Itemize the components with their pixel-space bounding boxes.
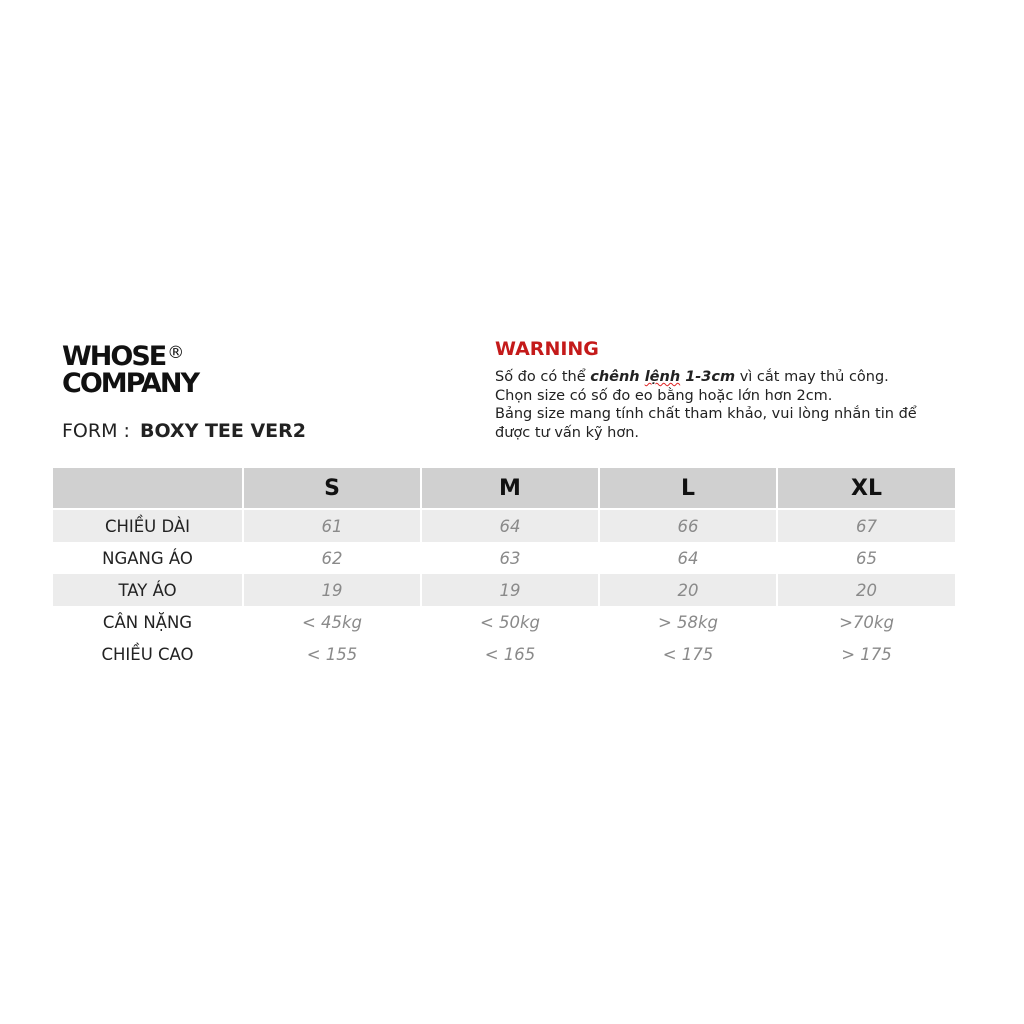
table-row	[53, 574, 955, 606]
table-cell: 20	[777, 574, 955, 606]
table-cell: < 165	[421, 638, 599, 670]
registered-mark: ®	[167, 343, 185, 363]
table-cell: < 45kg	[243, 606, 421, 638]
table-cell: 61	[243, 510, 421, 542]
row-label: NGANG ÁO	[102, 548, 193, 568]
table-cell: 63	[421, 542, 599, 574]
size-header-row	[53, 468, 955, 508]
row-label: CHIỀU CAO	[101, 644, 194, 664]
table-cell: >70kg	[777, 606, 955, 638]
row-label: CÂN NẶNG	[102, 612, 193, 632]
warning-line-1: Số đo có thể chênh lệnh 1-3cm vì cắt may thủ công.	[495, 369, 889, 385]
table-cell: 67	[777, 510, 955, 542]
size-header-s: S	[243, 468, 421, 508]
warning-line-3: Bảng size mang tính chất tham khảo, vui lòng nhắn tin để	[495, 406, 917, 422]
warning-emphasis: chênh lệnh 1-3cm	[590, 369, 736, 385]
table-cell: 65	[777, 542, 955, 574]
warning-body	[495, 368, 965, 442]
table-cell: 62	[243, 542, 421, 574]
product-form	[62, 420, 306, 442]
table-row	[53, 638, 955, 670]
warning-line-2: Chọn size có số đo eo bằng hoặc lớn hơn 2cm.	[495, 387, 833, 404]
form-label: FORM :	[62, 420, 130, 442]
table-cell: 19	[243, 574, 421, 606]
table-cell: 66	[599, 510, 777, 542]
size-chart-table	[53, 468, 955, 670]
table-row	[53, 606, 955, 638]
warning-line-4: được tư vấn kỹ hơn.	[495, 424, 640, 441]
brand-logo	[62, 340, 198, 397]
table-cell: 19	[421, 574, 599, 606]
table-cell: 20	[599, 574, 777, 606]
table-cell: < 50kg	[421, 606, 599, 638]
row-label: TAY ÁO	[53, 574, 243, 606]
table-cell: > 175	[777, 638, 955, 670]
size-header-l: L	[599, 468, 777, 508]
table-cell: 64	[421, 510, 599, 542]
table-cell: < 175	[599, 638, 777, 670]
row-label: CHIỀU DÀI	[53, 510, 243, 542]
brand-logo-line2: COMPANY	[62, 368, 198, 399]
table-cell: 64	[599, 542, 777, 574]
warning-title: WARNING	[495, 338, 599, 360]
brand-logo-line1: WHOSE ®	[62, 341, 185, 372]
size-header-xl: XL	[777, 468, 955, 508]
table-row	[53, 510, 955, 542]
size-header-m: M	[421, 468, 599, 508]
table-row	[53, 542, 955, 574]
header-corner	[53, 468, 243, 508]
table-cell: > 58kg	[599, 606, 777, 638]
form-value: BOXY TEE VER2	[139, 420, 307, 442]
table-cell: < 155	[243, 638, 421, 670]
